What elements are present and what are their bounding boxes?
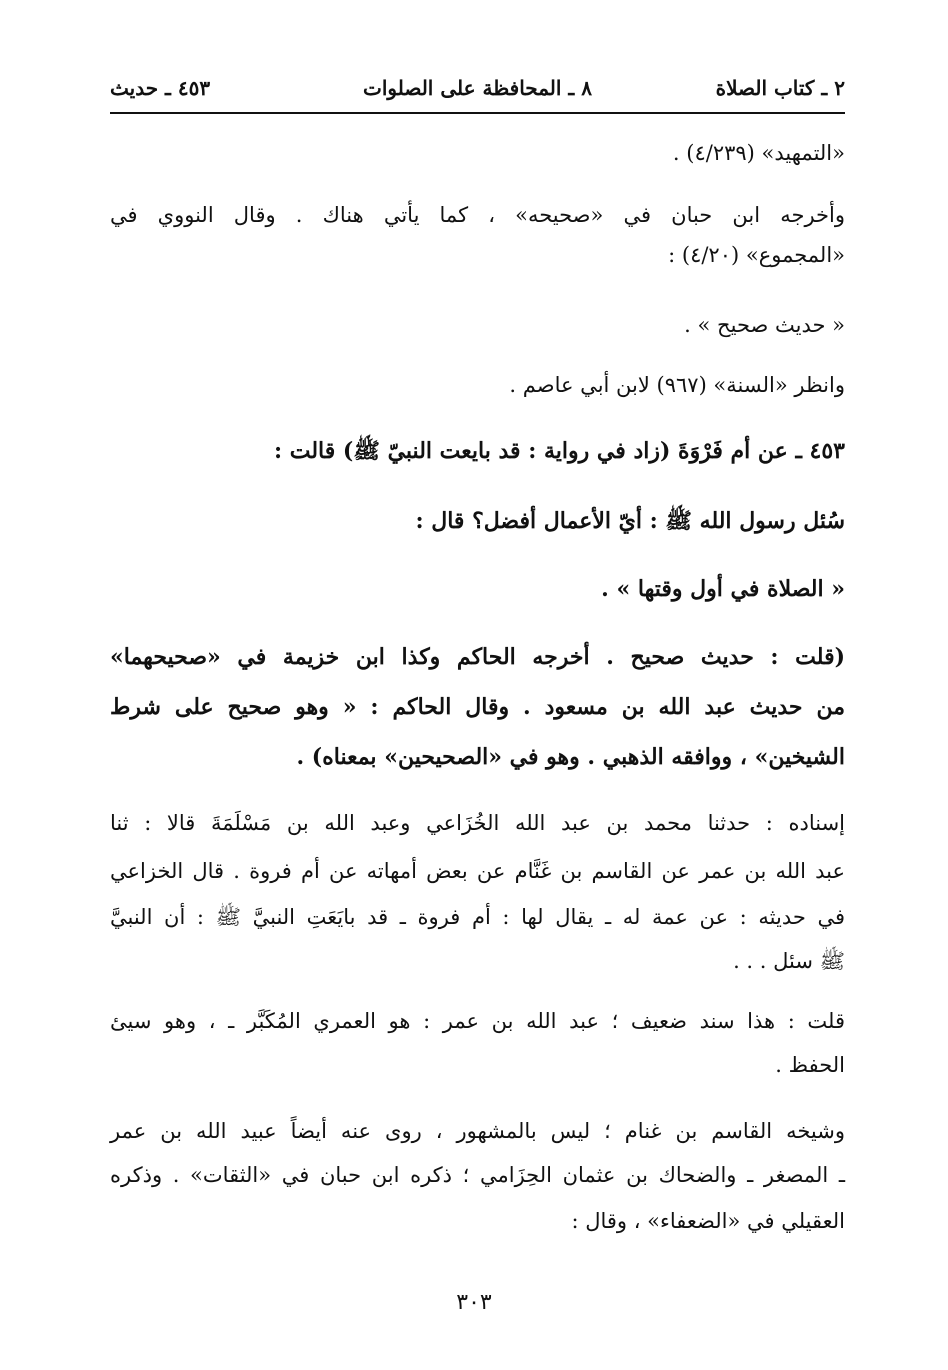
grading-line: (قلت : حديث صحيح . أخرجه الحاكم وكذا ابن خزيمة في «صحيحهما»	[110, 644, 845, 670]
isnad-line: ﷺ سئل . . .	[733, 949, 845, 973]
commentary-line: العقيلي في «الضعفاء» ، وقال :	[571, 1209, 845, 1233]
text-line: وأخرجه ابن حبان في «صحيحه» ، كما يأتي هناك . وقال النووي في	[110, 203, 845, 227]
text-line: «المجموع» (٤/٢٠) :	[668, 243, 845, 267]
header-book-title: ٢ ـ كتاب الصلاة	[715, 76, 845, 100]
isnad-line: عبد الله بن عمر عن القاسم بن غَنَّام عن بعض أمهاته عن أم فروة . قال الخزاعي	[110, 859, 845, 883]
grading-line: من حديث عبد الله بن مسعود . وقال الحاكم : « وهو صحيح على شرط	[110, 694, 845, 720]
running-header	[110, 70, 845, 110]
header-chapter-title: ٨ ـ المحافظة على الصلوات	[363, 76, 592, 100]
text-line: « حديث صحيح » .	[684, 313, 845, 337]
text-line: «التمهيد» (٤/٢٣٩) .	[672, 141, 845, 165]
hadith-heading: ٤٥٣ ـ عن أم فَرْوَةَ (زاد في رواية : قد بايعت النبيّ ﷺ) قالت :	[273, 438, 845, 464]
commentary-line: وشيخه القاسم بن غنام ؛ ليس بالمشهور ، روى عنه أيضاً عبيد الله بن عمر	[110, 1119, 845, 1143]
isnad-line: في حديثه : عن عمة له ـ يقال لها : أم فروة ـ قد بايَعَتِ النبيَّ ﷺ : أن النبيَّ	[110, 905, 845, 929]
header-divider	[110, 112, 845, 114]
hadith-text: سُئل رسول الله ﷺ : أيّ الأعمال أفضل؟ قال :	[415, 508, 845, 534]
text-line: وانظر «السنة» (٩٦٧) لابن أبي عاصم .	[509, 373, 845, 397]
commentary-line: ـ المصغر ـ والضحاك بن عثمان الحِزَامي ؛ ذكره ابن حبان في «الثقات» . وذكره	[110, 1163, 845, 1187]
isnad-line: إسناده : حدثنا محمد بن عبد الله الخُزَاعي وعبد الله بن مَسْلَمَةَ قالا : ثنا	[110, 811, 845, 835]
commentary-line: قلت : هذا سند ضعيف ؛ عبد الله بن عمر : هو العمري المُكَبَّر ـ ، وهو سيئ	[110, 1009, 845, 1033]
page-number: ٣٠٣	[456, 1290, 492, 1315]
hadith-text: « الصلاة في أول وقتها » .	[601, 576, 845, 602]
grading-line: الشيخين» ، ووافقه الذهبي . وهو في «الصحيحين» بمعناه) .	[296, 744, 845, 770]
commentary-line: الحفظ .	[775, 1053, 845, 1077]
header-hadith-number: ٤٥٣ ـ حديث	[110, 76, 211, 100]
